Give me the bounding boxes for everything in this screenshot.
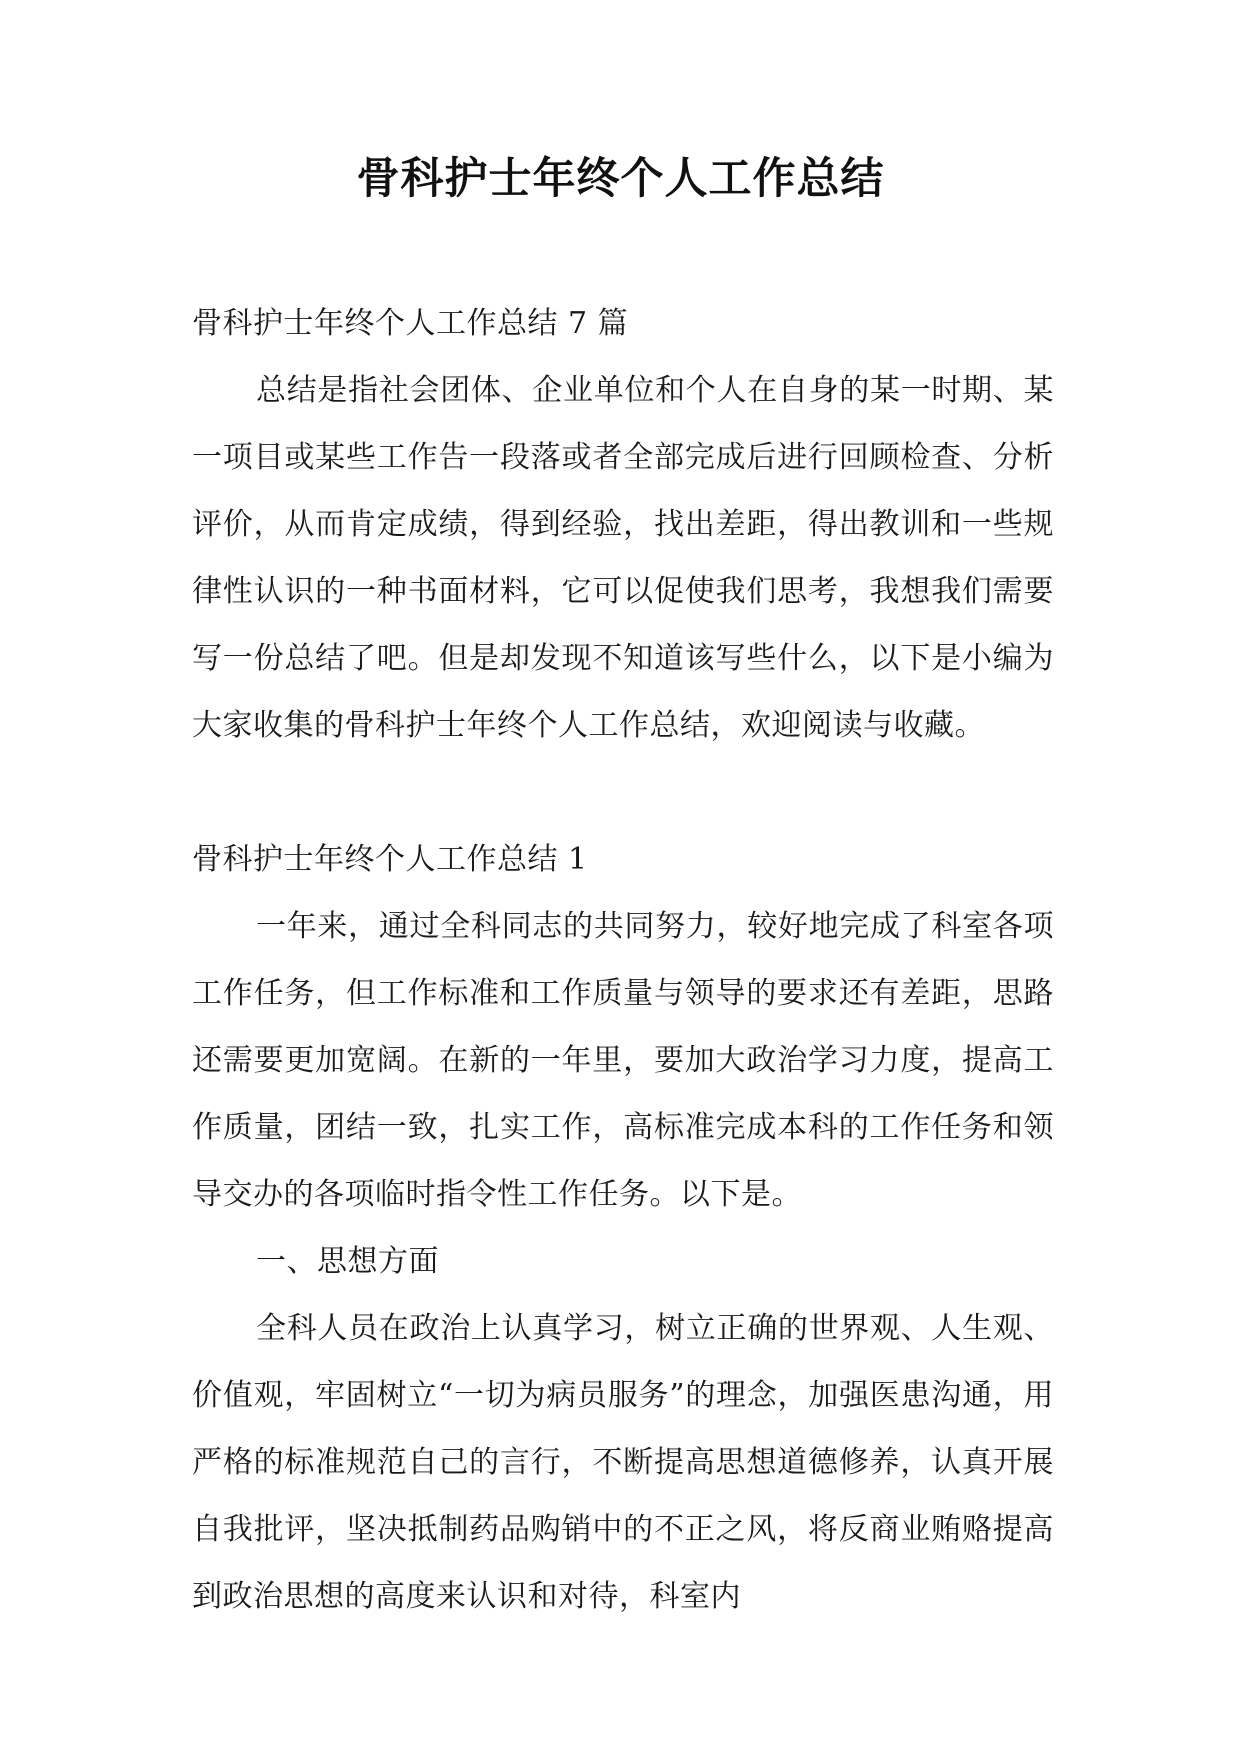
intro-paragraph: 总结是指社会团体、企业单位和个人在自身的某一时期、某一项目或某些工作告一段落或者全部完成后进行回顾检查、分析评价，从而肯定成绩，得到经验，找出差距，得出教训和一些规律性认识的一种书面材料，它可以促使我们思考，我想我们需要写一份总结了吧。但是却发现不知道该写些什么，以下是小编为大家收集的骨科护士年终个人工作总结，欢迎阅读与收藏。 <box>192 373 1054 743</box>
intro-heading: 骨科护士年终个人工作总结 7 篇 <box>192 306 629 341</box>
section-1-paragraph-1: 一年来，通过全科同志的共同努力，较好地完成了科室各项工作任务，但工作标准和工作质量与领导的要求还有差距，思路还需要更加宽阔。在新的一年里，要加大政治学习力度，提高工作质量，团结一致，扎实工作，高标准完成本科的工作任务和领导交办的各项临时指令性工作任务。以下是。 <box>192 909 1054 1212</box>
subheading-thought: 一、思想方面 <box>256 1244 439 1279</box>
section-1-paragraph-2: 全科人员在政治上认真学习，树立正确的世界观、人生观、价值观，牢固树立“一切为病员服务”的理念，加强医患沟通，用严格的标准规范自己的言行，不断提高思想道德修养，认真开展自我批评，坚决抵制药品购销中的不正之风，将反商业贿赂提高到政治思想的高度来认识和对待，科室内 <box>192 1311 1054 1614</box>
document-body <box>192 290 1054 1630</box>
document-title: 骨科护士年终个人工作总结 <box>356 154 885 204</box>
section-1-heading: 骨科护士年终个人工作总结 1 <box>192 842 588 877</box>
